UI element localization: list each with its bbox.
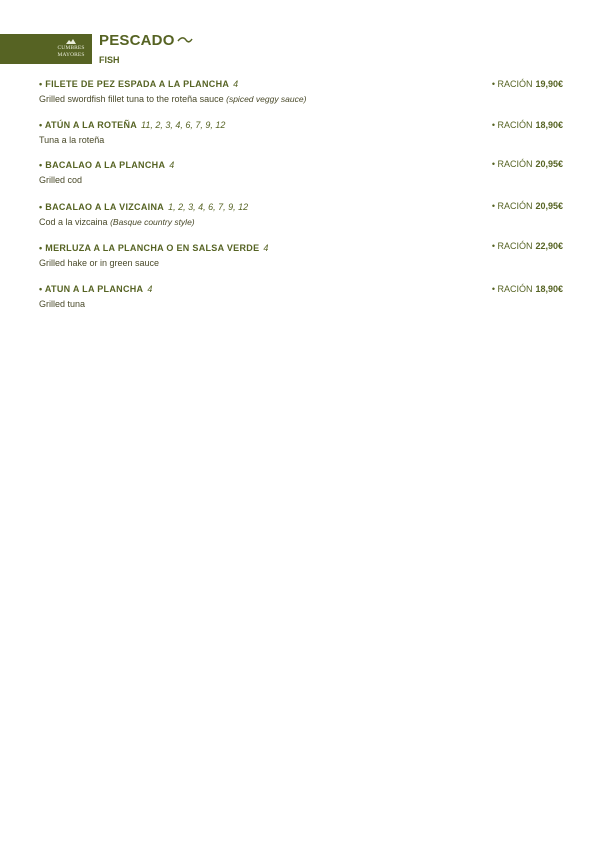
- item-allergens: 1, 2, 3, 4, 6, 7, 9, 12: [168, 202, 249, 212]
- menu-item: [39, 79, 563, 104]
- item-allergens: 4: [233, 79, 239, 89]
- logo-line-1: CUMBRES: [57, 45, 85, 51]
- price-label: • RACIÓN: [491, 201, 533, 211]
- item-description: [39, 175, 563, 185]
- item-name: MERLUZA A LA PLANCHA O EN SALSA VERDE: [45, 243, 260, 253]
- item-name: ATÚN A LA ROTEÑA: [44, 120, 138, 130]
- item-name: ATUN A LA PLANCHA: [44, 284, 144, 294]
- item-heading: [39, 160, 563, 170]
- menu-item: [39, 202, 563, 227]
- item-heading: [39, 79, 563, 89]
- logo-bar: [0, 34, 92, 64]
- item-description: [39, 135, 563, 145]
- bullet: •: [39, 79, 43, 89]
- item-heading: [39, 120, 563, 130]
- item-allergens: 4: [169, 160, 175, 170]
- price-label: • RACIÓN: [491, 159, 533, 169]
- menu-item: [39, 120, 563, 145]
- price-label: • RACIÓN: [491, 79, 533, 89]
- item-price: [492, 79, 563, 89]
- bullet: •: [39, 284, 43, 294]
- fish-wave-icon: [177, 36, 193, 44]
- item-description: [39, 94, 563, 104]
- price-amount: 20,95€: [535, 201, 563, 211]
- price-amount: 18,90€: [535, 120, 563, 130]
- price-amount: 18,90€: [535, 284, 563, 294]
- item-allergens: 4: [263, 243, 269, 253]
- logo-line-2: MAYORES: [57, 51, 85, 58]
- item-desc-text: Tuna a la roteña: [39, 135, 105, 145]
- price-label: • RACIÓN: [491, 284, 533, 294]
- item-desc-text: Cod a la vizcaina: [39, 217, 108, 227]
- menu-item: [39, 284, 563, 309]
- item-allergens: 4: [147, 284, 153, 294]
- price-amount: 19,90€: [535, 79, 563, 89]
- section-title: PESCADO: [99, 32, 175, 49]
- price-amount: 22,90€: [535, 241, 563, 251]
- mountain-icon: [66, 38, 76, 44]
- item-name: BACALAO A LA PLANCHA: [45, 160, 166, 170]
- item-name: FILETE DE PEZ ESPADA A LA PLANCHA: [45, 79, 230, 89]
- price-label: • RACIÓN: [491, 241, 533, 251]
- bullet: •: [39, 120, 43, 130]
- item-desc-text: Grilled swordfish fillet tuna to the roteña sauce: [39, 94, 224, 104]
- bullet: •: [39, 160, 43, 170]
- item-description: [39, 217, 563, 227]
- item-desc-extra: (Basque country style): [110, 217, 195, 227]
- menu-item: [39, 243, 563, 268]
- item-heading: [39, 243, 563, 253]
- item-description: [39, 258, 563, 268]
- item-price: [492, 241, 563, 251]
- price-label: • RACIÓN: [491, 120, 533, 130]
- item-desc-text: Grilled tuna: [39, 299, 86, 309]
- bullet: •: [39, 202, 43, 212]
- item-desc-text: Grilled cod: [39, 175, 83, 185]
- bullet: •: [39, 243, 43, 253]
- item-desc-text: Grilled hake or in green sauce: [39, 258, 160, 268]
- section-subtitle: FISH: [99, 55, 120, 65]
- item-name: BACALAO A LA VIZCAINA: [45, 202, 165, 212]
- item-description: [39, 299, 563, 309]
- item-price: [492, 159, 563, 169]
- item-price: [492, 120, 563, 130]
- logo: [50, 45, 92, 58]
- item-price: [492, 284, 563, 294]
- item-price: [492, 201, 563, 211]
- item-desc-extra: (spiced veggy sauce): [226, 94, 307, 104]
- price-amount: 20,95€: [535, 159, 563, 169]
- item-heading: [39, 202, 563, 212]
- item-allergens: 11, 2, 3, 4, 6, 7, 9, 12: [141, 120, 226, 130]
- menu-item: [39, 160, 563, 185]
- item-heading: [39, 284, 563, 294]
